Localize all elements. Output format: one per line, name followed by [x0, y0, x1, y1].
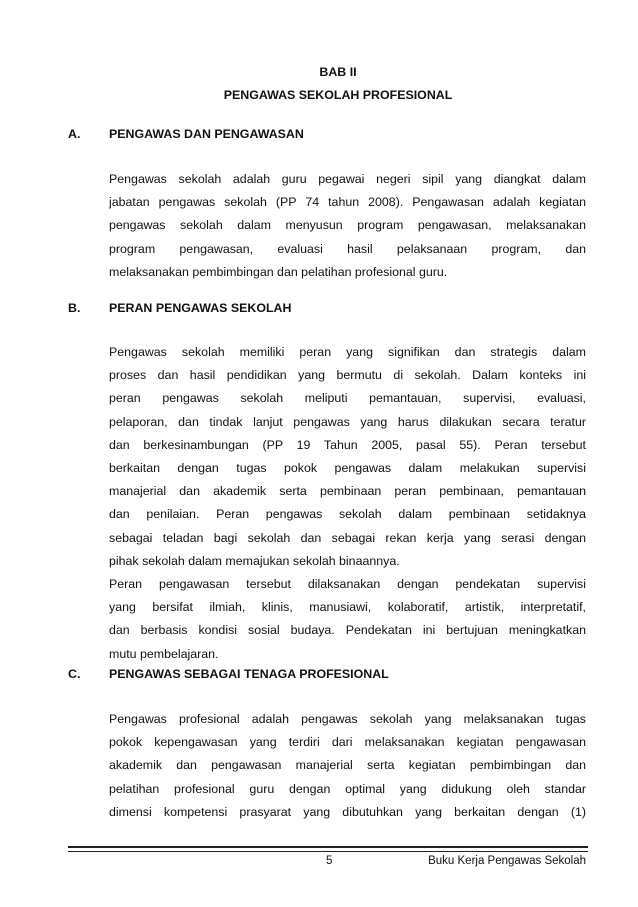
section-a-title: PENGAWAS DAN PENGAWASAN — [109, 127, 304, 141]
text-line: melaksanakan pembimbingan dan pelatihan profesional guru. — [109, 264, 448, 279]
section-c-letter: C. — [68, 667, 81, 681]
text-line: yang bersifat ilmiah, klinis, manusiawi, kolaboratif, artistik, interpretatif, — [109, 600, 586, 615]
text-line: proses dan hasil pendidikan yang bermutu di sekolah. Dalam konteks ini — [109, 368, 586, 383]
text-line: peran pengawas sekolah meliputi pemantauan, supervisi, evaluasi, — [109, 391, 586, 406]
section-a-letter: A. — [68, 127, 81, 141]
text-line: pihak sekolah dalam memajukan sekolah binaannya. — [109, 553, 400, 568]
text-line: dimensi kompetensi prasyarat yang dibutuhkan yang berkaitan dengan (1) — [109, 804, 586, 819]
text-line: pelatihan profesional guru dengan optimal yang didukung oleh standar — [109, 781, 586, 796]
text-line: Pengawas sekolah memiliki peran yang signifikan dan strategis dalam — [109, 345, 586, 359]
text-line: Pengawas sekolah adalah guru pegawai negeri sipil yang diangkat dalam — [109, 172, 586, 186]
footer-divider-thin — [68, 851, 588, 852]
text-line: Pengawas profesional adalah pengawas sekolah yang melaksanakan tugas — [109, 712, 586, 726]
page-number: 5 — [326, 855, 333, 867]
section-b-letter: B. — [68, 301, 81, 315]
chapter-title: PENGAWAS SEKOLAH PROFESIONAL — [223, 88, 453, 102]
text-line: berkaitan dengan tugas pokok pengawas dalam melakukan supervisi — [109, 460, 586, 475]
section-c-paragraph-1 — [109, 708, 586, 824]
text-line: akademik dan pengawasan manajerial serta kegiatan pembimbingan dan — [109, 758, 586, 773]
text-line: jabatan pengawas sekolah (PP 74 tahun 2008). Pengawasan adalah kegiatan — [109, 195, 586, 210]
section-b-paragraph-1 — [109, 341, 586, 573]
section-a-paragraph-1 — [109, 168, 586, 284]
text-line: manajerial dan akademik serta pembinaan peran pembinaan, pemantauan — [109, 484, 586, 499]
text-line: mutu pembelajaran. — [109, 646, 219, 661]
text-line: dan berbasis kondisi sosial budaya. Pendekatan ini bertujuan meningkatkan — [109, 623, 586, 638]
text-line: pokok kepengawasan yang terdiri dari melaksanakan kegiatan pengawasan — [109, 735, 586, 750]
text-line: pengawas sekolah dalam menyusun program pengawasan, melaksanakan — [109, 218, 586, 233]
text-line: sebagai teladan bagi sekolah dan sebagai rekan kerja yang serasi dengan — [109, 530, 586, 545]
text-line: dan penilaian. Peran pengawas sekolah dalam pembinaan setidaknya — [109, 507, 586, 522]
footer-divider — [68, 846, 588, 848]
text-line: program pengawasan, evaluasi hasil pelaksanaan program, dan — [109, 241, 586, 256]
section-b-title: PERAN PENGAWAS SEKOLAH — [109, 301, 292, 315]
section-b-paragraph-2 — [109, 573, 586, 666]
text-line: dan berkesinambungan (PP 19 Tahun 2005, pasal 55). Peran tersebut — [109, 437, 586, 452]
text-line: pelaporan, dan tindak lanjut pengawas yang harus dilakukan secara teratur — [109, 414, 586, 429]
text-line: Peran pengawasan tersebut dilaksanakan dengan pendekatan supervisi — [109, 577, 586, 591]
chapter-label: BAB II — [319, 65, 357, 79]
section-c-title: PENGAWAS SEBAGAI TENAGA PROFESIONAL — [109, 667, 389, 681]
footer-book-title: Buku Kerja Pengawas Sekolah — [428, 855, 586, 867]
